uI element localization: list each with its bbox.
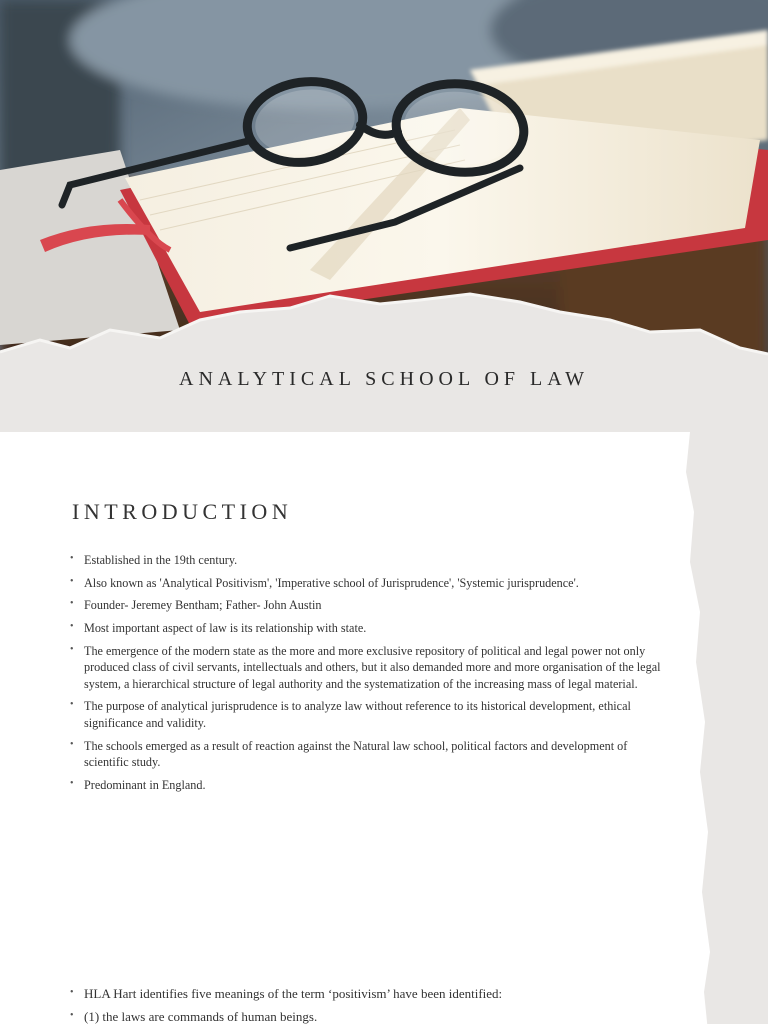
list-item: • Also known as 'Analytical Positivism', 'Imperative school of Jurisprudence', 'Systemic jurisprudence'. — [70, 575, 670, 592]
list-item: • (1) the laws are commands of human beings. — [70, 1008, 670, 1024]
list-item: • The purpose of analytical jurisprudence is to analyze law without reference to its historical development, ethical significance and validity. — [70, 698, 670, 731]
list-item: • Most important aspect of law is its relationship with state. — [70, 620, 670, 637]
introduction-bullet-list — [70, 552, 670, 800]
list-item: • The schools emerged as a result of reaction against the Natural law school, political factors and development of scientific study. — [70, 738, 670, 771]
torn-paper-edge — [0, 290, 768, 440]
list-item: • Founder- Jeremey Bentham; Father- John Austin — [70, 597, 670, 614]
list-item: • The emergence of the modern state as the more and more exclusive repository of political and legal power not only produced class of civil servants, intellectuals and others, but it also demanded more and more organisation of the legal system, a hierarchical structure of legal authority and the systematization of the increasing mass of legal material. — [70, 643, 670, 693]
list-item: • HLA Hart identifies five meanings of the term ‘positivism’ have been identified: — [70, 985, 670, 1002]
page-title: ANALYTICAL SCHOOL OF LAW — [179, 368, 589, 390]
list-item: • Established in the 19th century. — [70, 552, 670, 569]
list-item: • Predominant in England. — [70, 777, 670, 794]
hart-bullet-list — [70, 985, 670, 1024]
section-heading-introduction: INTRODUCTION — [72, 499, 293, 524]
